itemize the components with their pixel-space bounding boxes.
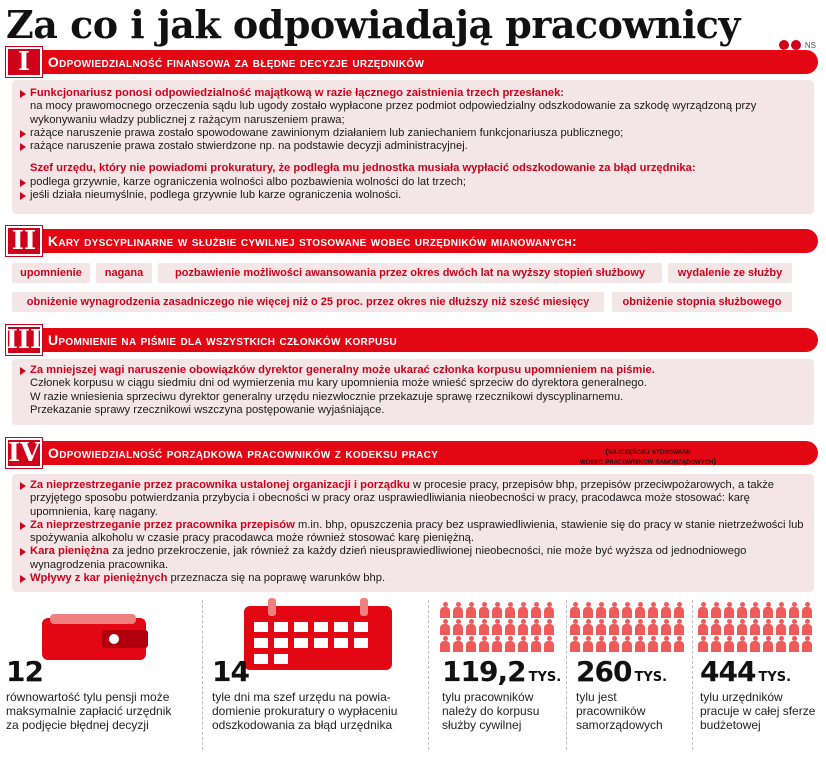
person-figure — [453, 602, 463, 618]
person-figure — [479, 636, 489, 652]
page-title: Za co i jak odpowiadają pracownicy — [6, 2, 740, 47]
person-figure — [531, 619, 541, 635]
person-figure — [698, 636, 708, 652]
section-1-numeral: I — [6, 47, 42, 77]
person-figure — [724, 636, 734, 652]
stat-divider — [692, 600, 693, 750]
section-1-heading: Odpowiedzialność finansowa za błędne decyzje urzędników — [40, 50, 818, 74]
stat-divider — [202, 600, 203, 750]
penalty-chip: upomnienie — [12, 263, 90, 283]
stat-description: tylu jest pracowników samorządowych — [576, 690, 663, 732]
section-1-item: jeśli działa nieumyślnie, podlega grzywnie lub karze ograniczenia wolności. — [20, 189, 806, 202]
section-3-header — [6, 327, 818, 353]
person-figure — [505, 619, 515, 635]
person-figure — [776, 619, 786, 635]
person-figure — [622, 602, 632, 618]
person-figure — [596, 636, 606, 652]
person-figure — [453, 619, 463, 635]
section-2-numeral: II — [6, 226, 42, 256]
penalty-chip: obniżenie wynagrodzenia zasadniczego nie więcej niż o 25 proc. przez okres nie dłuższy niż sześć miesięcy — [12, 292, 604, 312]
person-figure — [737, 636, 747, 652]
person-figure — [802, 602, 812, 618]
person-figure — [661, 619, 671, 635]
section-1-intro-1: Funkcjonariusz ponosi odpowiedzialność majątkową w razie łącznego zaistnienia trzech przesłanek: — [20, 87, 806, 100]
person-figure — [479, 619, 489, 635]
person-figure — [622, 619, 632, 635]
person-figure — [648, 619, 658, 635]
person-figure — [776, 602, 786, 618]
section-1-item: na mocy prawomocnego orzeczenia sądu lub ugody zostało wypłacone przez podmiot odpowiedzialny odszkodowanie za szkodę wyrządzoną przy wykonywaniu władzy publicznej z rażącym naruszeniem prawa; — [30, 100, 757, 126]
person-figure — [750, 636, 760, 652]
person-figure — [505, 636, 515, 652]
person-figure — [711, 602, 721, 618]
section-1-panel — [12, 80, 814, 214]
person-figure — [750, 602, 760, 618]
section-1-header — [6, 49, 818, 75]
person-figure — [596, 602, 606, 618]
stat-description: tylu urzędników pracuje w całej sferze budżetowej — [700, 690, 816, 732]
section-3-panel — [12, 359, 814, 425]
person-figure — [635, 602, 645, 618]
person-figure — [518, 619, 528, 635]
penalty-chip: wydalenie ze służby — [668, 263, 792, 283]
section-4-panel — [12, 474, 814, 592]
person-figure — [570, 602, 580, 618]
person-figure — [648, 636, 658, 652]
person-figure — [518, 602, 528, 618]
person-figure — [763, 619, 773, 635]
person-figure — [492, 636, 502, 652]
section-2-heading: Kary dyscyplinarne w służbie cywilnej stosowane wobec urzędników mianowanych: — [40, 229, 818, 253]
section-3-line: Przekazanie sprawy rzecznikowi wszczyna postępowanie wyjaśniające. — [30, 403, 385, 416]
person-figure — [544, 602, 554, 618]
person-figure — [583, 619, 593, 635]
person-figure — [724, 619, 734, 635]
person-figure — [622, 636, 632, 652]
stat-number: 12 — [6, 655, 43, 688]
wallet-icon — [40, 612, 150, 662]
person-figure — [674, 619, 684, 635]
section-1-item: rażące naruszenie prawa zostało spowodowane zawinionym działaniem lub zaniechaniem funkcjonariusza publicznego; — [20, 127, 806, 140]
person-figure — [466, 602, 476, 618]
people-icon — [698, 602, 820, 654]
person-figure — [635, 619, 645, 635]
person-figure — [583, 636, 593, 652]
stat-description: tylu pracowników należy do korpusu służby cywilnej — [442, 690, 540, 732]
person-figure — [531, 602, 541, 618]
stat-divider — [566, 600, 567, 750]
cc-label: NS — [804, 40, 816, 50]
section-3-numeral: III — [5, 325, 43, 355]
person-figure — [724, 602, 734, 618]
person-figure — [802, 619, 812, 635]
section-4-item: Za nieprzestrzeganie przez pracownika przepisów m.in. bhp, opuszczenia pracy bez usprawiedliwienia, stawienie się do pracy w stanie nietrzeźwości lub spożywania alkoholu w czasie pracy pracodawca może również stosować karę pieniężną. — [20, 519, 806, 546]
stat-number: 14 — [212, 655, 249, 688]
section-2-header — [6, 228, 818, 254]
penalty-chip: pozbawienie możliwości awansowania przez okres dwóch lat na wyższy stopień służbowy — [158, 263, 662, 283]
penalty-chip: nagana — [96, 263, 152, 283]
section-1-item: podlega grzywnie, karze ograniczenia wolności albo pozbawienia wolności do lat trzech; — [20, 176, 806, 189]
person-figure — [453, 636, 463, 652]
person-figure — [596, 619, 606, 635]
person-figure — [505, 602, 515, 618]
person-figure — [440, 619, 450, 635]
person-figure — [661, 636, 671, 652]
stat-description: tyle dni ma szef urzędu na powia- domienie prokuratury o wypłaceniu odszkodowania za błąd urzędnika — [212, 690, 398, 732]
section-3-line: Członek korpusu w ciągu siedmiu dni od wymierzenia mu kary upomnienia może wnieść sprzeciw do dyrektora generalnego. — [30, 377, 647, 390]
person-figure — [531, 636, 541, 652]
person-figure — [466, 636, 476, 652]
people-icon — [570, 602, 690, 654]
stat-description: równowartość tylu pensji może maksymalnie zapłacić urzędnik za podjęcie błędnej decyzji — [6, 690, 172, 732]
person-figure — [763, 602, 773, 618]
person-figure — [466, 619, 476, 635]
stat-number: 444 TYS. — [700, 655, 792, 688]
person-figure — [492, 619, 502, 635]
person-figure — [440, 636, 450, 652]
section-4-item: Za nieprzestrzeganie przez pracownika ustalonej organizacji i porządku w procesie pracy, przepisów bhp, przepisów przeciwpożarowych, a także przyjętego sposobu potwierdzania przybycia i obecności w pracy oraz usprawiedliwiania nieobecności w pracy, pracodawca może stosować: karę upomnienia, karę nagany. — [20, 479, 806, 519]
calendar-icon — [242, 596, 394, 672]
person-figure — [750, 619, 760, 635]
people-icon — [440, 602, 560, 654]
section-4-heading: Odpowiedzialność porządkowa pracowników z kodeksu pracy — [40, 441, 818, 465]
person-figure — [492, 602, 502, 618]
person-figure — [737, 619, 747, 635]
person-figure — [635, 636, 645, 652]
person-figure — [518, 636, 528, 652]
stat-number: 260 TYS. — [576, 655, 668, 688]
person-figure — [544, 619, 554, 635]
section-4-item: Wpływy z kar pieniężnych przeznacza się na poprawę warunków bhp. — [20, 572, 806, 585]
section-1-intro-2: Szef urzędu, który nie powiadomi prokuratury, że podległa mu jednostka musiała wypłacić odszkodowanie za błąd urzędnika: — [30, 162, 696, 175]
person-figure — [711, 636, 721, 652]
person-figure — [609, 619, 619, 635]
person-figure — [789, 636, 799, 652]
person-figure — [609, 636, 619, 652]
stat-divider — [428, 600, 429, 750]
person-figure — [440, 602, 450, 618]
section-4-item: Kara pieniężna za jedno przekroczenie, jak również za każdy dzień nieusprawiedliwionej nieobecności, nie może być wyższa od jednodniowego wynagrodzenia pracownika. — [20, 545, 806, 572]
person-figure — [698, 602, 708, 618]
person-figure — [544, 636, 554, 652]
section-3-line: W razie wniesienia sprzeciwu dyrektor generalny urzędu niezwłocznie przekazuje sprawę rzecznikowi dyscyplinarnemu. — [30, 390, 624, 403]
section-4-numeral: IV — [7, 438, 41, 468]
person-figure — [609, 602, 619, 618]
person-figure — [570, 636, 580, 652]
person-figure — [479, 602, 489, 618]
person-figure — [698, 619, 708, 635]
person-figure — [674, 636, 684, 652]
person-figure — [789, 602, 799, 618]
section-3-lead: Za mniejszej wagi naruszenie obowiązków dyrektor generalny może ukarać członka korpusu upomnieniem na piśmie. — [20, 364, 806, 377]
penalty-chip: obniżenie stopnia służbowego — [612, 292, 792, 312]
person-figure — [789, 619, 799, 635]
person-figure — [711, 619, 721, 635]
person-figure — [776, 636, 786, 652]
person-figure — [570, 619, 580, 635]
section-3-heading: Upomnienie na piśmie dla wszystkich członków korpusu — [40, 328, 818, 352]
stat-number: 119,2 TYS. — [442, 655, 562, 688]
person-figure — [661, 602, 671, 618]
person-figure — [802, 636, 812, 652]
person-figure — [737, 602, 747, 618]
section-4-note: (najczęściej stosowane wobec pracowników samorządowych) — [580, 446, 717, 466]
person-figure — [583, 602, 593, 618]
person-figure — [674, 602, 684, 618]
person-figure — [648, 602, 658, 618]
person-figure — [763, 636, 773, 652]
section-1-item: rażące naruszenie prawa zostało stwierdzone np. na podstawie decyzji administracyjnej. — [20, 140, 806, 153]
